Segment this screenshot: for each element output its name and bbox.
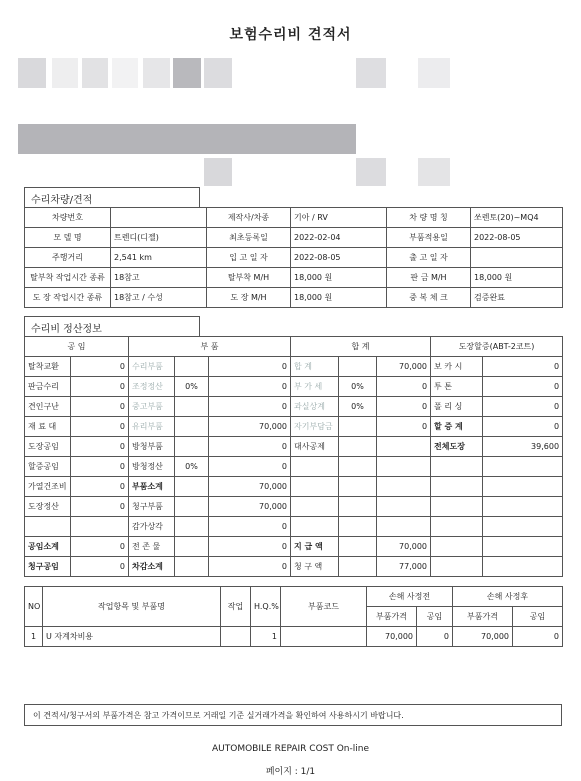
- settlement-label: 보 카 시: [431, 357, 483, 377]
- header-parts: 부 품: [129, 337, 291, 357]
- settlement-value: [175, 477, 209, 497]
- settlement-label: 견인구난: [25, 397, 71, 417]
- col-no: NO: [25, 587, 43, 627]
- settlement-value: [483, 477, 563, 497]
- settlement-label: [431, 457, 483, 477]
- settlement-value: [339, 457, 377, 477]
- item-hq: 1: [251, 627, 281, 647]
- settlement-label: 공임소계: [25, 537, 71, 557]
- settlement-value: 0: [483, 357, 563, 377]
- field-label: 도 장 M/H: [207, 288, 291, 308]
- settlement-value: 0%: [339, 377, 377, 397]
- settlement-value: [483, 497, 563, 517]
- col-work: 작업: [221, 587, 251, 627]
- vehicle-row: [25, 248, 563, 268]
- field-value: 18,000 원: [471, 268, 563, 288]
- settlement-label: 탈착교환: [25, 357, 71, 377]
- settlement-value: [71, 517, 129, 537]
- settlement-label: 재 료 대: [25, 417, 71, 437]
- settlement-value: 0: [71, 377, 129, 397]
- col-before-price: 부품가격: [367, 607, 417, 627]
- settlement-value: 0: [209, 557, 291, 577]
- settlement-label: [25, 517, 71, 537]
- settlement-value: 70,000: [209, 417, 291, 437]
- settlement-value: 0: [209, 517, 291, 537]
- field-label: 부품적용일: [387, 228, 471, 248]
- settlement-value: 0: [71, 357, 129, 377]
- settlement-label: 합 계: [291, 357, 339, 377]
- item-no: 1: [25, 627, 43, 647]
- settlement-value: 0%: [175, 457, 209, 477]
- settlement-label: 부품소계: [129, 477, 175, 497]
- settlement-label: 청구부품: [129, 497, 175, 517]
- settlement-label: [431, 477, 483, 497]
- settlement-body: [25, 357, 563, 577]
- settlement-value: [339, 437, 377, 457]
- col-item-name: 작업항목 및 부품명: [43, 587, 221, 627]
- settlement-value: 0: [377, 397, 431, 417]
- field-value: 18참고: [111, 268, 207, 288]
- item-work: [221, 627, 251, 647]
- field-value: 2,541 km: [111, 248, 207, 268]
- settlement-value: [175, 437, 209, 457]
- col-hq: H.Q.%: [251, 587, 281, 627]
- settlement-value: [339, 357, 377, 377]
- settlement-value: 0: [209, 397, 291, 417]
- settlement-row: [25, 417, 563, 437]
- settlement-label: 유리부품: [129, 417, 175, 437]
- empty-row: [25, 647, 563, 691]
- settlement-label: 가열건조비: [25, 477, 71, 497]
- settlement-value: [175, 537, 209, 557]
- col-after-price: 부품가격: [453, 607, 513, 627]
- settlement-value: 0%: [339, 397, 377, 417]
- field-label: 모 델 명: [25, 228, 111, 248]
- settlement-value: 0: [483, 377, 563, 397]
- empty-cell: [251, 647, 281, 691]
- settlement-label: 차감소계: [129, 557, 175, 577]
- settlement-section-title: 수리비 정산정보: [24, 316, 200, 336]
- vehicle-row: [25, 268, 563, 288]
- settlement-label: 방청부품: [129, 437, 175, 457]
- col-part-code: 부품코드: [281, 587, 367, 627]
- settlement-value: [483, 537, 563, 557]
- settlement-value: 0: [71, 497, 129, 517]
- settlement-value: [175, 357, 209, 377]
- settlement-value: [339, 537, 377, 557]
- settlement-label: 판금수리: [25, 377, 71, 397]
- header-paint-surcharge: 도장할증(ABT-2코트): [431, 337, 563, 357]
- empty-cell: [221, 647, 251, 691]
- settlement-row: [25, 357, 563, 377]
- settlement-label: 수리부품: [129, 357, 175, 377]
- field-value: 18,000 원: [291, 288, 387, 308]
- col-before-adjust: 손해 사정전: [367, 587, 453, 607]
- settlement-label: [291, 517, 339, 537]
- settlement-value: [377, 437, 431, 457]
- settlement-label: 방청정산: [129, 457, 175, 477]
- settlement-label: 중고부품: [129, 397, 175, 417]
- field-value: 2022-02-04: [291, 228, 387, 248]
- field-label: 제작사/차종: [207, 208, 291, 228]
- settlement-value: 0: [209, 357, 291, 377]
- settlement-value: 39,600: [483, 437, 563, 457]
- settlement-value: 70,000: [209, 477, 291, 497]
- empty-cell: [417, 647, 453, 691]
- settlement-row: [25, 377, 563, 397]
- page-title: 보험수리비 견적서: [229, 27, 352, 43]
- field-value: 쏘렌토(20)~MQ4: [471, 208, 563, 228]
- empty-cell: [367, 647, 417, 691]
- settlement-value: [377, 517, 431, 537]
- settlement-value: 0: [209, 437, 291, 457]
- vehicle-section-title: 수리차량/견적: [24, 187, 200, 207]
- vehicle-info-table: [24, 207, 563, 308]
- settlement-value: [175, 497, 209, 517]
- settlement-value: 0: [71, 477, 129, 497]
- field-label: 입 고 일 자: [207, 248, 291, 268]
- field-value: 18,000 원: [291, 268, 387, 288]
- settlement-label: 과실상계: [291, 397, 339, 417]
- settlement-table: [24, 336, 563, 577]
- settlement-value: 0: [71, 537, 129, 557]
- settlement-value: [339, 517, 377, 537]
- field-label: 차 량 명 칭: [387, 208, 471, 228]
- items-body: [25, 627, 563, 691]
- settlement-label: [291, 497, 339, 517]
- settlement-value: 0%: [175, 377, 209, 397]
- item-code: [281, 627, 367, 647]
- settlement-label: 청구공임: [25, 557, 71, 577]
- field-label: 중 복 체 크: [387, 288, 471, 308]
- settlement-row: [25, 397, 563, 417]
- field-value: 기아 / RV: [291, 208, 387, 228]
- settlement-value: [377, 457, 431, 477]
- settlement-value: [339, 417, 377, 437]
- settlement-label: 할 증 계: [431, 417, 483, 437]
- disclaimer-note: 이 견적서/청구서의 부품가격은 참고 가격이므로 거래일 기준 실거래가격을 확인하여 사용하시기 바랍니다.: [24, 704, 562, 726]
- settlement-value: 70,000: [209, 497, 291, 517]
- settlement-value: [483, 457, 563, 477]
- vehicle-info-body: [25, 208, 563, 308]
- field-value: [111, 208, 207, 228]
- settlement-value: 0: [209, 457, 291, 477]
- field-label: 탈부착 작업시간 종류: [25, 268, 111, 288]
- settlement-value: 0: [71, 437, 129, 457]
- settlement-label: [431, 557, 483, 577]
- settlement-value: 77,000: [377, 557, 431, 577]
- settlement-value: 0: [483, 397, 563, 417]
- settlement-label: 청 구 액: [291, 557, 339, 577]
- settlement-header-row: [25, 337, 563, 357]
- field-value: 트렌디(디젤): [111, 228, 207, 248]
- settlement-label: 자기부담금: [291, 417, 339, 437]
- settlement-label: 감가상각: [129, 517, 175, 537]
- settlement-row: [25, 537, 563, 557]
- settlement-label: 투 톤: [431, 377, 483, 397]
- settlement-value: 0: [71, 397, 129, 417]
- settlement-value: 70,000: [377, 537, 431, 557]
- settlement-label: [291, 457, 339, 477]
- field-label: 탈부착 M/H: [207, 268, 291, 288]
- item-before-price: 70,000: [367, 627, 417, 647]
- settlement-label: [431, 517, 483, 537]
- header-total: 합 계: [291, 337, 431, 357]
- field-value: 18참고 / 수성: [111, 288, 207, 308]
- field-label: 주행거리: [25, 248, 111, 268]
- settlement-label: 부 가 세: [291, 377, 339, 397]
- settlement-value: [483, 557, 563, 577]
- settlement-label: 전체도장: [431, 437, 483, 457]
- items-table: [24, 586, 563, 691]
- settlement-value: 0: [71, 457, 129, 477]
- settlement-row: [25, 477, 563, 497]
- col-after-adjust: 손해 사정후: [453, 587, 563, 607]
- field-label: 도 장 작업시간 종류: [25, 288, 111, 308]
- settlement-value: [377, 477, 431, 497]
- settlement-value: [339, 497, 377, 517]
- vehicle-row: [25, 288, 563, 308]
- settlement-label: 도장정산: [25, 497, 71, 517]
- field-label: 최초등록일: [207, 228, 291, 248]
- settlement-row: [25, 437, 563, 457]
- settlement-value: 0: [377, 417, 431, 437]
- empty-cell: [281, 647, 367, 691]
- settlement-label: 대사공제: [291, 437, 339, 457]
- vehicle-row: [25, 228, 563, 248]
- settlement-row: [25, 497, 563, 517]
- settlement-value: 0: [209, 377, 291, 397]
- empty-cell: [25, 647, 43, 691]
- settlement-value: [175, 517, 209, 537]
- col-before-labor: 공임: [417, 607, 453, 627]
- settlement-label: 폴 리 싱: [431, 397, 483, 417]
- settlement-label: [291, 477, 339, 497]
- settlement-label: 조정정산: [129, 377, 175, 397]
- field-label: 판 금 M/H: [387, 268, 471, 288]
- settlement-label: [431, 537, 483, 557]
- empty-cell: [513, 647, 563, 691]
- settlement-value: 0: [209, 537, 291, 557]
- settlement-value: [175, 557, 209, 577]
- table-row: [25, 627, 563, 647]
- footer-brand: AUTOMOBILE REPAIR COST On-line: [212, 744, 369, 754]
- settlement-label: 지 급 액: [291, 537, 339, 557]
- settlement-value: [175, 417, 209, 437]
- settlement-value: [175, 397, 209, 417]
- item-name: U 자계차비용: [43, 627, 221, 647]
- empty-cell: [43, 647, 221, 691]
- empty-cell: [453, 647, 513, 691]
- item-before-labor: 0: [417, 627, 453, 647]
- settlement-value: 0: [71, 417, 129, 437]
- field-label: 출 고 일 자: [387, 248, 471, 268]
- field-label: 차량번호: [25, 208, 111, 228]
- header-labor: 공 임: [25, 337, 129, 357]
- field-value: 2022-08-05: [471, 228, 563, 248]
- settlement-value: [483, 517, 563, 537]
- field-value: 2022-08-05: [291, 248, 387, 268]
- settlement-value: 0: [377, 377, 431, 397]
- settlement-label: 할증공임: [25, 457, 71, 477]
- item-after-price: 70,000: [453, 627, 513, 647]
- settlement-value: 70,000: [377, 357, 431, 377]
- settlement-label: [431, 497, 483, 517]
- col-after-labor: 공임: [513, 607, 563, 627]
- settlement-value: 0: [483, 417, 563, 437]
- settlement-value: [339, 557, 377, 577]
- settlement-row: [25, 557, 563, 577]
- settlement-label: 전 존 물: [129, 537, 175, 557]
- settlement-value: [339, 477, 377, 497]
- item-after-labor: 0: [513, 627, 563, 647]
- field-value: [471, 248, 563, 268]
- settlement-row: [25, 517, 563, 537]
- settlement-value: [377, 497, 431, 517]
- settlement-value: 0: [71, 557, 129, 577]
- settlement-label: 도장공임: [25, 437, 71, 457]
- field-value: 검증완료: [471, 288, 563, 308]
- vehicle-row: [25, 208, 563, 228]
- settlement-row: [25, 457, 563, 477]
- footer-page: 페이지 : 1/1: [265, 767, 316, 777]
